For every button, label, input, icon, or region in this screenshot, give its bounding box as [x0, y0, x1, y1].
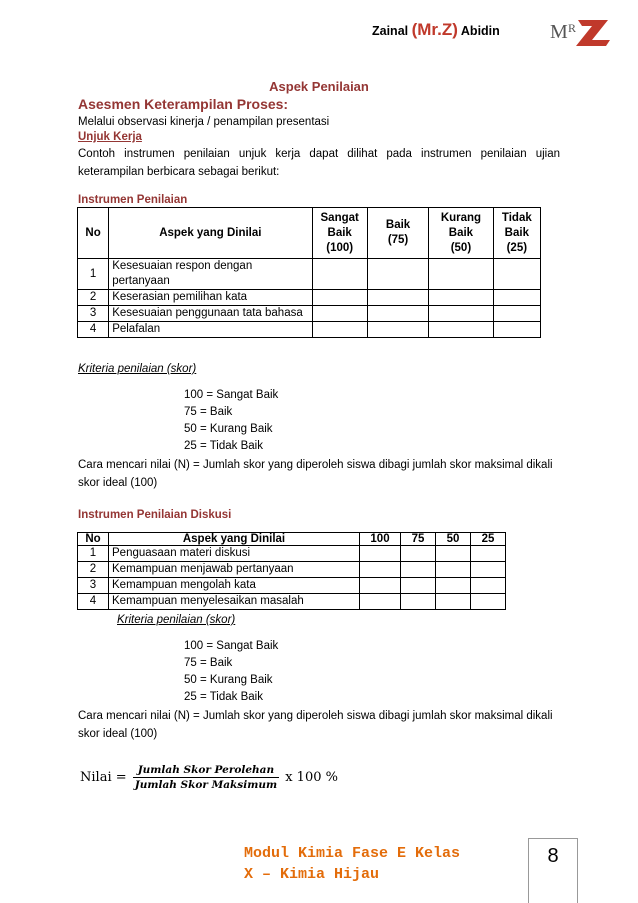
score-cell	[471, 594, 506, 610]
assessment-table	[77, 207, 541, 338]
score-cell	[312, 259, 367, 290]
row-aspek: Penguasaan materi diskusi	[109, 546, 360, 562]
col-no: No	[78, 208, 109, 259]
col-100: 100	[360, 533, 401, 546]
col-75: 75	[401, 533, 436, 546]
col-50: 50	[436, 533, 471, 546]
footer-line2: X – Kimia Hijau	[244, 866, 380, 883]
score-cell	[429, 290, 493, 306]
criteria1-list	[184, 387, 278, 455]
col-aspek: Aspek yang Dinilai	[109, 533, 360, 546]
col-aspek: Aspek yang Dinilai	[109, 208, 312, 259]
row-aspek: Kesesuaian penggunaan tata bahasa	[109, 306, 312, 322]
col-kurang-baik: Kurang Baik (50)	[429, 208, 493, 259]
criteria-item: 25 = Tidak Baik	[184, 691, 263, 703]
criteria-item: 100 = Sangat Baik	[184, 389, 279, 401]
criteria-item: 100 = Sangat Baik	[184, 640, 279, 652]
score-cell	[401, 546, 436, 562]
unjuk-kerja-label: Unjuk Kerja	[78, 131, 142, 143]
col-no: No	[78, 533, 109, 546]
criteria2-formula-text: Cara mencari nilai (N) = Jumlah skor yang diperoleh siswa dibagi jumlah skor maksimal dikali skor ideal (100)	[78, 710, 553, 740]
row-no: 4	[78, 322, 109, 338]
score-cell	[367, 290, 428, 306]
score-cell	[312, 322, 367, 338]
page-number: 8	[528, 838, 578, 903]
footer-module-title	[244, 843, 460, 885]
table-row	[78, 546, 506, 562]
col-25: 25	[471, 533, 506, 546]
score-cell	[493, 290, 540, 306]
col-tidak-baik: Tidak Baik (25)	[493, 208, 540, 259]
row-no: 2	[78, 290, 109, 306]
header-author	[372, 20, 500, 40]
page-title: Aspek Penilaian	[269, 79, 369, 94]
criteria1-formula-text: Cara mencari nilai (N) = Jumlah skor yang diperoleh siswa dibagi jumlah skor maksimal dikali skor ideal (100)	[78, 459, 553, 489]
row-no: 3	[78, 578, 109, 594]
row-aspek: Pelafalan	[109, 322, 312, 338]
formula-denominator: Jumlah Skor Maksimum	[134, 779, 278, 791]
score-cell	[360, 578, 401, 594]
formula-lhs: Nilai =	[80, 770, 127, 785]
criteria-item: 75 = Baik	[184, 657, 233, 669]
score-cell	[312, 306, 367, 322]
mrz-logo-icon	[548, 12, 612, 48]
table-row	[78, 322, 541, 338]
formula-fraction	[133, 764, 279, 791]
table-row	[78, 578, 506, 594]
table-row	[78, 259, 541, 290]
discussion-table	[77, 532, 506, 610]
table-row	[78, 306, 541, 322]
row-no: 1	[78, 259, 109, 290]
row-no: 3	[78, 306, 109, 322]
criteria-item: 75 = Baik	[184, 406, 233, 418]
criteria2-label: Kriteria penilaian (skor)	[117, 614, 236, 626]
criteria2-list	[184, 638, 278, 706]
score-cell	[367, 306, 428, 322]
row-no: 1	[78, 546, 109, 562]
svg-text:R: R	[568, 21, 577, 35]
col-sangat-baik: Sangat Baik (100)	[312, 208, 367, 259]
score-formula	[80, 764, 338, 791]
section-title: Asesmen Keterampilan Proses:	[78, 96, 289, 112]
score-cell	[493, 306, 540, 322]
row-aspek: Kemampuan menyelesaikan masalah	[109, 594, 360, 610]
row-aspek: Keserasian pemilihan kata	[109, 290, 312, 306]
formula-rhs: x 100 %	[285, 770, 338, 785]
score-cell	[493, 322, 540, 338]
score-cell	[312, 290, 367, 306]
score-cell	[360, 546, 401, 562]
score-cell	[471, 546, 506, 562]
row-no: 4	[78, 594, 109, 610]
score-cell	[429, 322, 493, 338]
score-cell	[360, 562, 401, 578]
row-aspek: Kemampuan menjawab pertanyaan	[109, 562, 360, 578]
row-no: 2	[78, 562, 109, 578]
score-cell	[401, 578, 436, 594]
svg-text:M: M	[550, 21, 568, 43]
score-cell	[429, 259, 493, 290]
table-header-row	[78, 208, 541, 259]
criteria1-label: Kriteria penilaian (skor)	[78, 363, 197, 375]
table-header-row	[78, 533, 506, 546]
author-last-name: Abidin	[460, 24, 500, 38]
table1-heading: Instrumen Penilaian	[78, 194, 188, 206]
score-cell	[493, 259, 540, 290]
criteria-item: 25 = Tidak Baik	[184, 440, 263, 452]
score-cell	[471, 562, 506, 578]
author-nickname: (Mr.Z)	[411, 20, 458, 39]
author-first-name: Zainal	[372, 24, 409, 38]
method-line: Melalui observasi kinerja / penampilan presentasi	[78, 116, 330, 128]
score-cell	[436, 562, 471, 578]
score-cell	[367, 322, 428, 338]
intro-paragraph: Contoh instrumen penilaian unjuk kerja dapat dilihat pada instrumen penilaian ujian keterampilan berbicara sebagai berikut:	[78, 148, 560, 178]
score-cell	[401, 562, 436, 578]
col-baik: Baik (75)	[367, 208, 428, 259]
table-row	[78, 594, 506, 610]
score-cell	[436, 594, 471, 610]
row-aspek: Kesesuaian respon dengan pertanyaan	[109, 259, 312, 290]
table-row	[78, 562, 506, 578]
criteria-item: 50 = Kurang Baik	[184, 423, 273, 435]
criteria-item: 50 = Kurang Baik	[184, 674, 273, 686]
score-cell	[401, 594, 436, 610]
score-cell	[471, 578, 506, 594]
score-cell	[436, 546, 471, 562]
score-cell	[436, 578, 471, 594]
table-row	[78, 290, 541, 306]
score-cell	[367, 259, 428, 290]
table2-heading: Instrumen Penilaian Diskusi	[78, 509, 232, 521]
score-cell	[360, 594, 401, 610]
formula-numerator: Jumlah Skor Perolehan	[133, 764, 279, 778]
row-aspek: Kemampuan mengolah kata	[109, 578, 360, 594]
score-cell	[429, 306, 493, 322]
footer-line1: Modul Kimia Fase E Kelas	[244, 845, 461, 862]
